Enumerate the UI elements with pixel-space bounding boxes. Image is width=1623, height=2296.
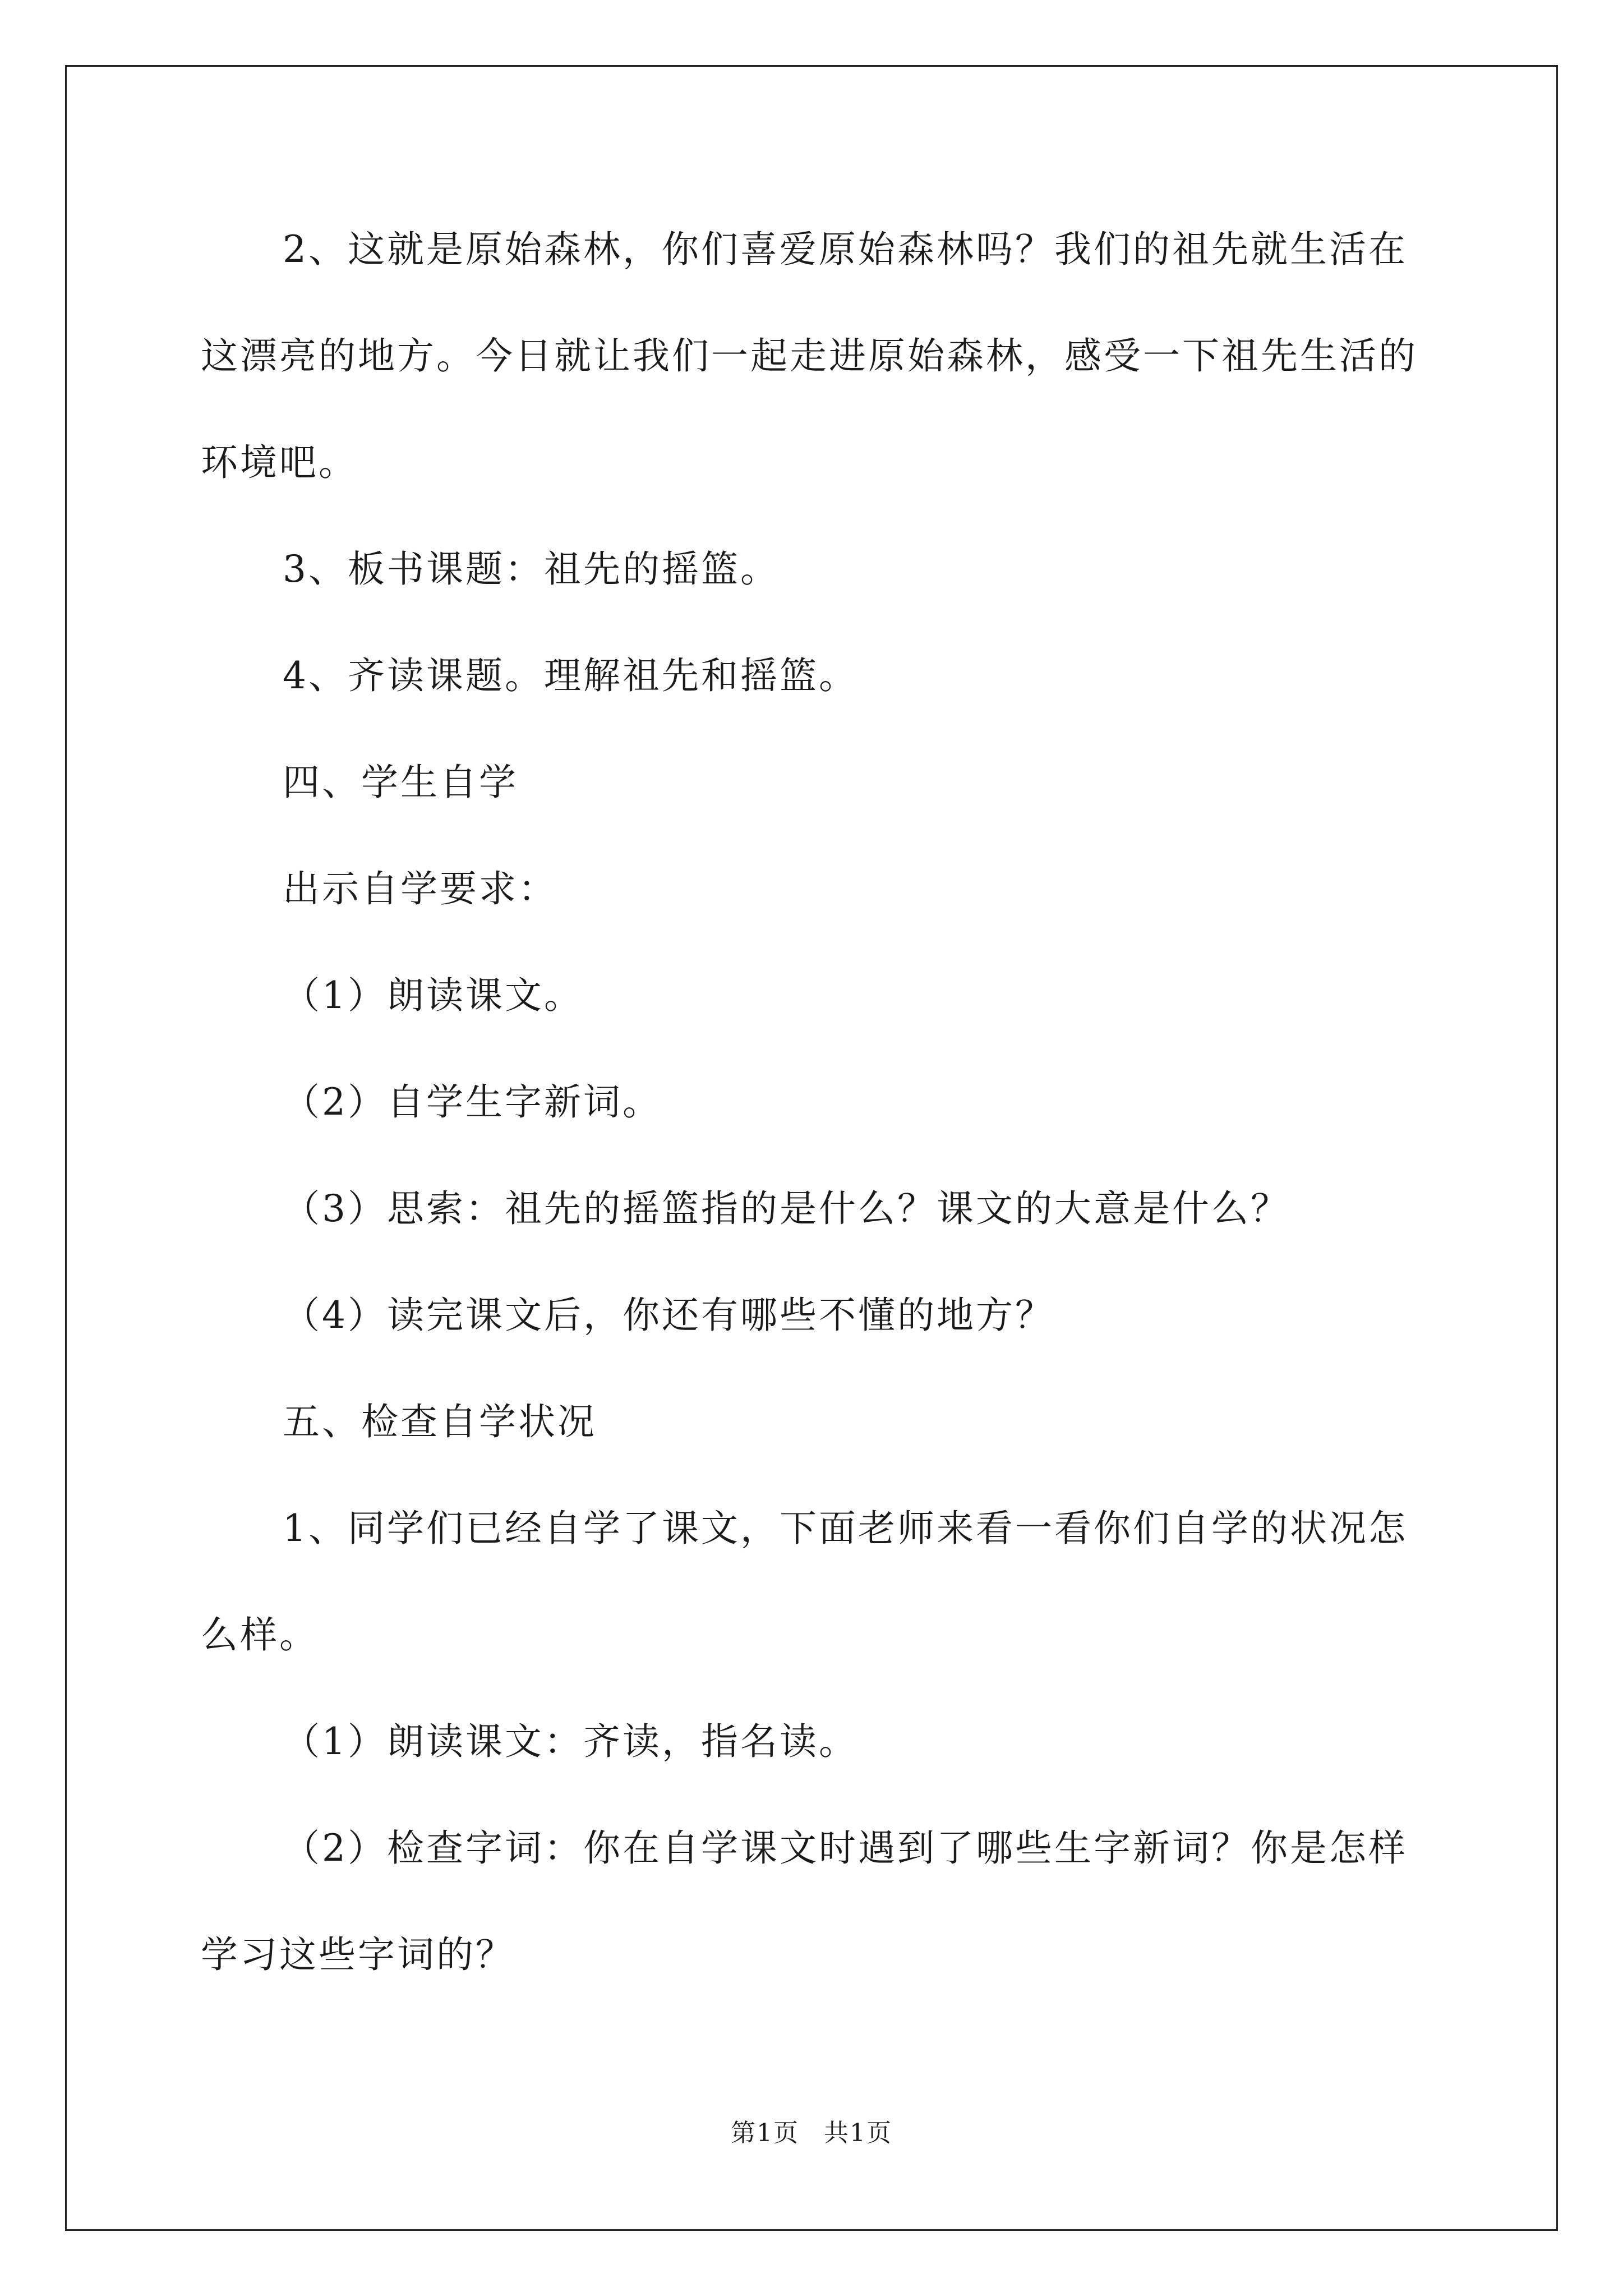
list-item: （2）自学生字新词。 [283,1080,662,1124]
paragraph: 2、这就是原始森林，你们喜爱原始森林吗？我们的祖先就生活在这漂亮的地方。今日就让我们一起走进原始森林，感受一下祖先生活的环境吧。 [201,228,1418,484]
list-item: （2）检查字词：你在自学课文时遇到了哪些生字新词？你是怎样学习这些字词的？ [201,1826,1408,1976]
section-heading: 五、检查自学状况 [283,1400,597,1443]
list-item: （1）朗读课文：齐读，指名读。 [283,1720,858,1763]
list-item: （3）思索：祖先的摇篮指的是什么？课文的大意是什么？ [283,1187,1290,1230]
section-heading: 四、学生自学 [283,761,518,804]
page-footer [0,2113,1623,2148]
list-item: （1）朗读课文。 [283,974,583,1017]
paragraph: 出示自学要求： [283,867,557,910]
page-number: 第1页 [731,2119,799,2147]
paragraph: 4、齐读课题。理解祖先和摇篮。 [283,654,858,697]
paragraph: 1、同学们已经自学了课文，下面老师来看一看你们自学的状况怎么样。 [201,1507,1408,1657]
page-total: 共1页 [824,2119,892,2147]
list-item: （4）读完课文后，你还有哪些不懂的地方？ [283,1294,1054,1337]
paragraph: 3、板书课题：祖先的摇篮。 [283,547,780,591]
